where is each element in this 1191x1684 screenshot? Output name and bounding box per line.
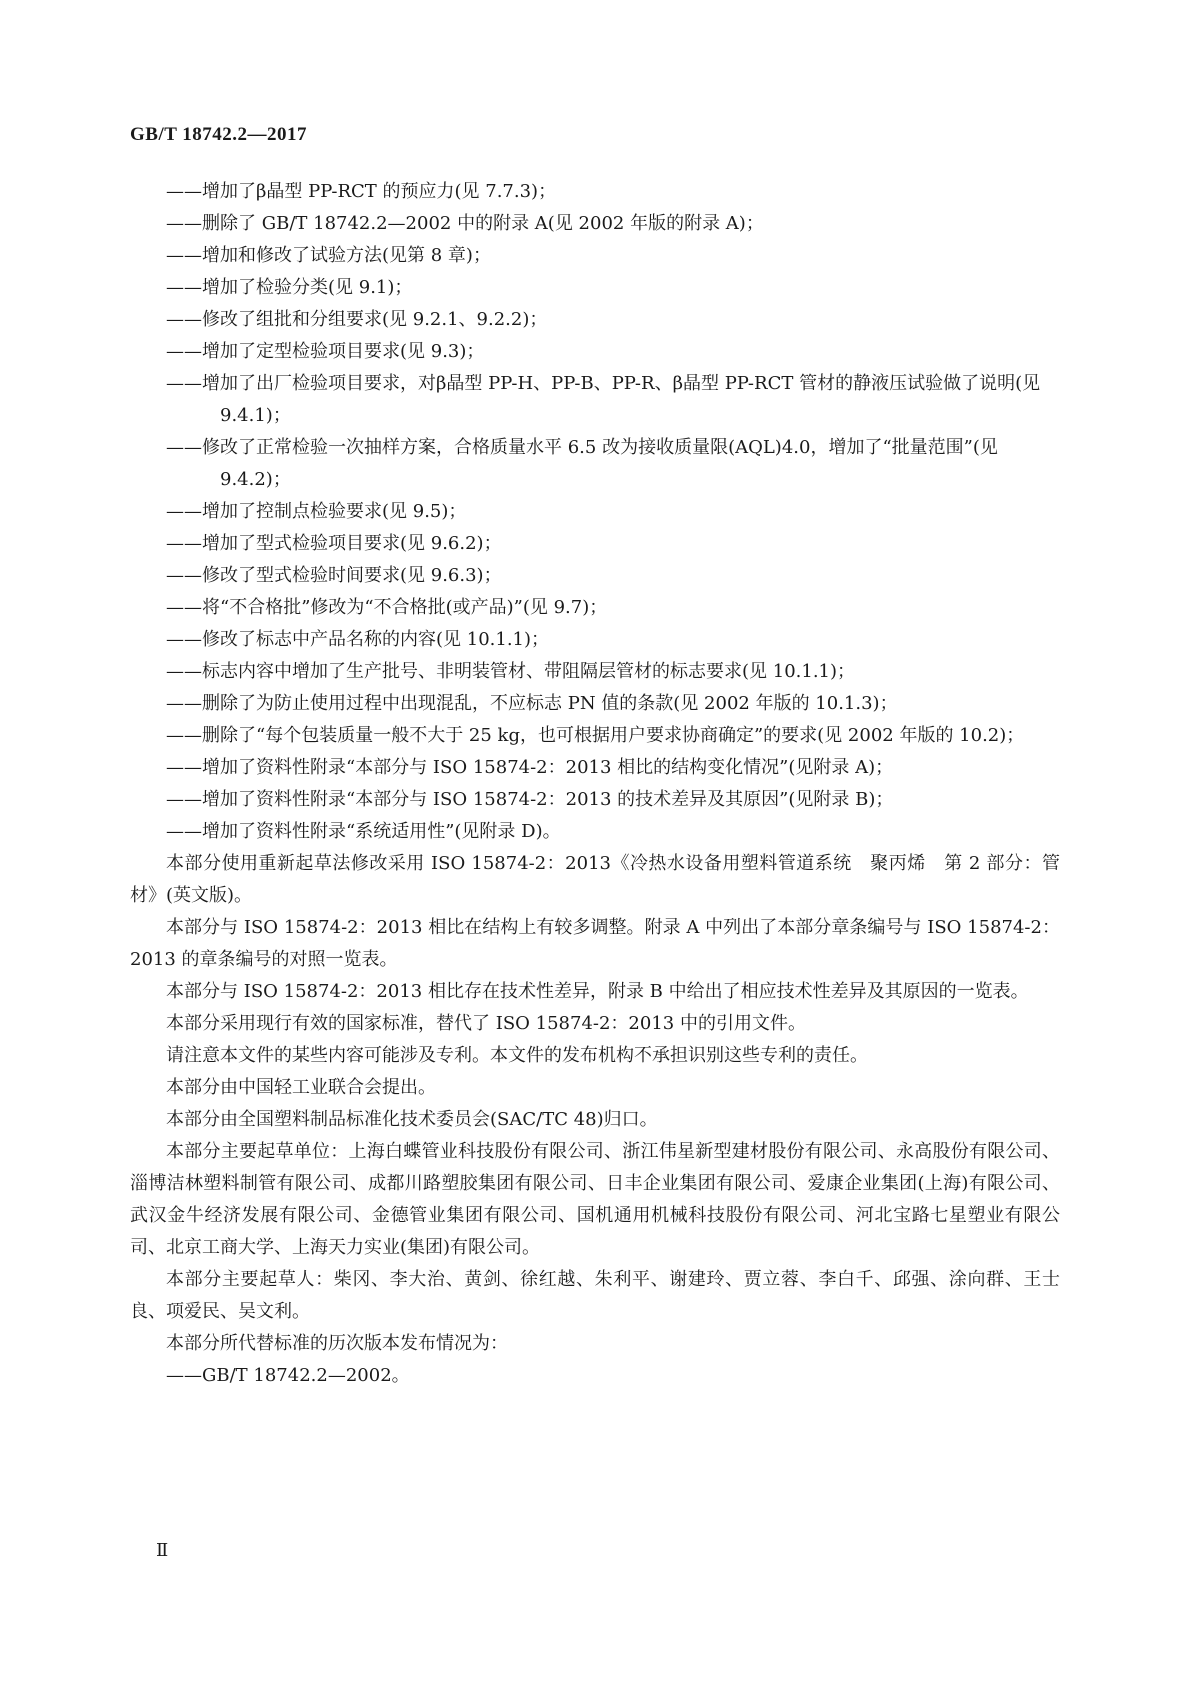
list-item: ——删除了为防止使用过程中出现混乱，不应标志 PN 值的条款(见 2002 年版的 10.1.3)； [166,693,898,714]
committee-paragraph: 本部分由全国塑料制品标准化技术委员会(SAC/TC 48)归口。 [166,1109,658,1130]
technical-difference-paragraph: 本部分与 ISO 15874-2：2013 相比存在技术性差异，附录 B 中给出了相应技术性差异及其原因的一览表。 [166,981,1029,1002]
list-item: ——将“不合格批”修改为“不合格批(或产品)”(见 9.7)； [166,597,608,618]
document-body [130,176,1060,1392]
standard-number: GB/T 18742.2—2017 [130,124,308,145]
list-item: ——增加了资料性附录“本部分与 ISO 15874-2：2013 的技术差异及其原因”(见附录 B)； [166,789,894,810]
patent-notice-paragraph: 请注意本文件的某些内容可能涉及专利。本文件的发布机构不承担识别这些专利的责任。 [166,1045,868,1066]
drafting-units-paragraph: 本部分主要起草单位：上海白蝶管业科技股份有限公司、浙江伟星新型建材股份有限公司、永高股份有限公司、淄博洁林塑料制管有限公司、成都川路塑胶集团有限公司、日丰企业集团有限公司、爱康企业集团(上海)有限公司、武汉金牛经济发展有限公司、金德管业集团有限公司、国机通用机械科技股份有限公司、河北宝路七星塑业有限公司、北京工商大学、上海天力实业(集团)有限公司。 [130,1141,1060,1258]
list-item: ——标志内容中增加了生产批号、非明装管材、带阻隔层管材的标志要求(见 10.1.1)； [166,661,856,682]
list-item: ——GB/T 18742.2—2002。 [166,1365,410,1386]
list-item: ——增加了出厂检验项目要求，对β晶型 PP-H、PP-B、PP-R、β晶型 PP-RCT 管材的静液压试验做了说明(见 9.4.1)； [166,373,1041,426]
list-item: ——删除了“每个包装质量一般不大于 25 kg，也可根据用户要求协商确定”的要求(见 2002 年版的 10.2)； [166,725,1025,746]
list-item: ——增加了β晶型 PP-RCT 的预应力(见 7.7.3)； [166,181,557,202]
list-item: ——增加了定型检验项目要求(见 9.3)； [166,341,485,362]
drafters-paragraph: 本部分主要起草人：柴冈、李大治、黄剑、徐红越、朱利平、谢建玲、贾立蓉、李白千、邱强、涂向群、王士良、项爱民、吴文利。 [130,1269,1060,1322]
adoption-paragraph: 本部分使用重新起草法修改采用 ISO 15874-2：2013《冷热水设备用塑料管道系统 聚丙烯 第 2 部分：管材》(英文版)。 [130,853,1060,906]
list-item: ——修改了型式检验时间要求(见 9.6.3)； [166,565,502,586]
previous-versions-intro: 本部分所代替标准的历次版本发布情况为： [166,1333,508,1354]
previous-versions-list [130,1360,1060,1392]
list-item: ——删除了 GB/T 18742.2—2002 中的附录 A(见 2002 年版的附录 A)； [166,213,764,234]
list-item: ——增加了控制点检验要求(见 9.5)； [166,501,467,522]
proposer-paragraph: 本部分由中国轻工业联合会提出。 [166,1077,436,1098]
list-item: ——增加和修改了试验方法(见第 8 章)； [166,245,491,266]
list-item: ——增加了检验分类(见 9.1)； [166,277,413,298]
page-number: Ⅱ [156,1540,169,1560]
list-item: ——修改了正常检验一次抽样方案，合格质量水平 6.5 改为接收质量限(AQL)4.0，增加了“批量范围”(见 9.4.2)； [166,437,998,490]
change-list [130,176,1060,848]
list-item: ——增加了资料性附录“系统适用性”(见附录 D)。 [166,821,561,842]
structure-paragraph: 本部分与 ISO 15874-2：2013 相比在结构上有较多调整。附录 A 中列出了本部分章条编号与 ISO 15874-2：2013 的章条编号的对照一览表。 [130,917,1060,970]
list-item: ——修改了组批和分组要求(见 9.2.1、9.2.2)； [166,309,548,330]
body-paragraphs [130,848,1060,1360]
list-item: ——增加了型式检验项目要求(见 9.6.2)； [166,533,502,554]
list-item: ——增加了资料性附录“本部分与 ISO 15874-2：2013 相比的结构变化情况”(见附录 A)； [166,757,894,778]
reference-paragraph: 本部分采用现行有效的国家标准，替代了 ISO 15874-2：2013 中的引用文件。 [166,1013,806,1034]
list-item: ——修改了标志中产品名称的内容(见 10.1.1)； [166,629,550,650]
